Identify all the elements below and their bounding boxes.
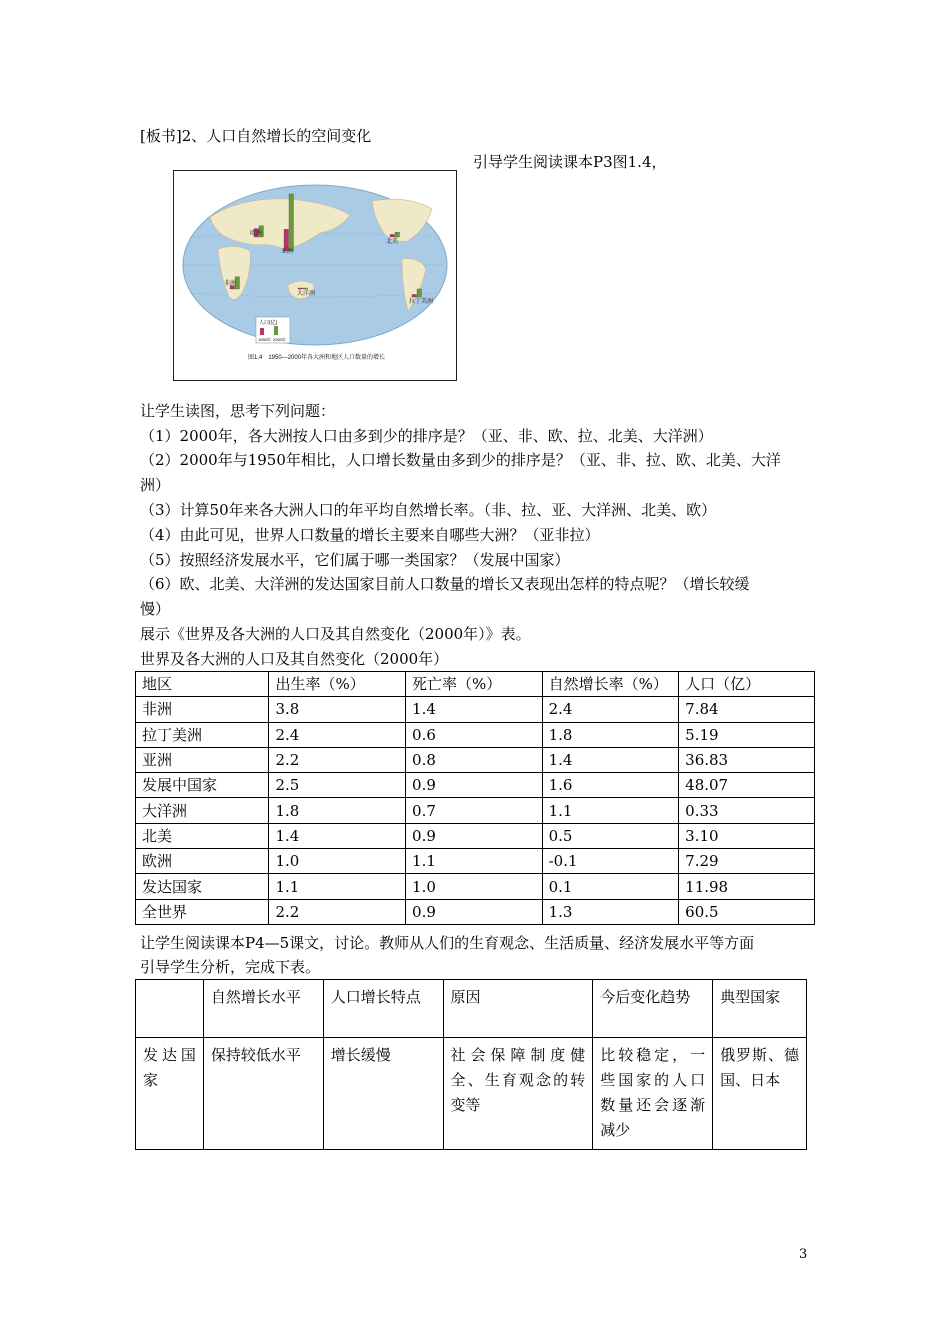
- bar-samerica-2000: [417, 289, 422, 297]
- table-cell: 0.9: [406, 823, 543, 848]
- map-legend: [256, 317, 290, 343]
- table-cell: 2.2: [269, 899, 406, 924]
- table-cell: 北美: [136, 823, 269, 848]
- table-row: [136, 773, 815, 798]
- label-europe: 欧洲: [250, 231, 263, 237]
- legend-2000: 2000年: [273, 337, 286, 342]
- table-cell: 1.6: [542, 773, 679, 798]
- table-cell: 3.10: [679, 823, 815, 848]
- table-cell: 1.4: [406, 697, 543, 722]
- table-row: [136, 874, 815, 899]
- label-south-america: 拉丁美洲: [409, 299, 434, 305]
- question-3: （3）计算50年来各大洲人口的年平均自然增长率。（非、拉、亚、大洋洲、北美、欧）: [140, 501, 717, 519]
- table-cell: 3.8: [269, 697, 406, 722]
- table2-header-2: 人口增长特点: [323, 980, 443, 1038]
- table-cell: 拉丁美洲: [136, 722, 269, 747]
- table2-cell-0: 发达国家: [136, 1038, 204, 1150]
- question-1: （1）2000年，各大洲按人口由多到少的排序是？（亚、非、欧、拉、北美、大洋洲）: [140, 427, 713, 445]
- table-cell: 60.5: [679, 899, 815, 924]
- section-heading: [板书]2、人口自然增长的空间变化: [140, 127, 372, 145]
- legend-title: 人口(亿): [259, 320, 278, 326]
- table-cell: 非洲: [136, 697, 269, 722]
- page-number: 3: [799, 1247, 808, 1262]
- table-cell: 2.5: [269, 773, 406, 798]
- question-4: （4）由此可见，世界人口数量的增长主要来自哪些大洲？（亚非拉）: [140, 526, 600, 544]
- table2-header-1: 自然增长水平: [203, 980, 323, 1038]
- question-6a: （6）欧、北美、大洋洲的发达国家目前人口数量的增长又表现出怎样的特点呢？（增长较缓: [140, 575, 750, 593]
- table2-header-3: 原因: [443, 980, 593, 1038]
- table-cell: 0.5: [542, 823, 679, 848]
- table-cell: 1.4: [269, 823, 406, 848]
- table-cell: 1.4: [542, 747, 679, 772]
- bar-oceania-2000: [303, 288, 308, 289]
- table2-cell-3: 社会保障制度健全、生育观念的转变等: [443, 1038, 593, 1150]
- table-title: 世界及各大洲的人口及其自然变化（2000年）: [140, 650, 449, 668]
- table2-cell-1: 保持较低水平: [203, 1038, 323, 1150]
- discussion-line-1: 让学生阅读课本P4—5课文，讨论。教师从人们的生育观念、生活质量、经济发展水平等方面: [140, 934, 755, 952]
- table-cell: 全世界: [136, 899, 269, 924]
- label-north-america: 北美: [386, 239, 399, 245]
- bar-oceania-1950: [298, 288, 303, 289]
- table-cell: 7.84: [679, 697, 815, 722]
- bar-samerica-1950: [412, 294, 417, 297]
- table-row: [136, 823, 815, 848]
- map-caption: 图1.4 1950—2000年各大洲和地区人口数量的增长: [248, 355, 386, 361]
- question-6b: 慢）: [140, 600, 171, 618]
- table2-cell-4: 比较稳定，一些国家的人口数量还会逐渐减少: [593, 1038, 713, 1150]
- table-row: [136, 798, 815, 823]
- show-table-text: 展示《世界及各大洲的人口及其自然变化（2000年）》表。: [140, 625, 531, 643]
- legend-1950: 1950年: [258, 337, 271, 342]
- table-cell: 发达国家: [136, 874, 269, 899]
- table-cell: 0.1: [542, 874, 679, 899]
- table-cell: 1.1: [269, 874, 406, 899]
- bar-asia-2000: [289, 194, 294, 251]
- table-cell: 1.0: [269, 849, 406, 874]
- table-cell: 0.33: [679, 798, 815, 823]
- bar-namerica-2000: [395, 232, 400, 237]
- guide-text: 引导学生阅读课本P3图1.4，: [473, 153, 667, 171]
- table-row: [136, 697, 815, 722]
- map-figure: [173, 170, 457, 381]
- question-2a: （2）2000年与1950年相比，人口增长数量由多到少的排序是？（亚、非、拉、欧、北美、大洋: [140, 451, 781, 469]
- table2-header-5: 典型国家: [713, 980, 807, 1038]
- legend-swatch-2000: [274, 326, 278, 335]
- table-cell: 0.9: [406, 773, 543, 798]
- table-header-cell: 地区: [136, 672, 269, 697]
- table-header-cell: 人口（亿）: [679, 672, 815, 697]
- legend-swatch-1950: [260, 328, 264, 335]
- table-cell: 48.07: [679, 773, 815, 798]
- question-2b: 洲）: [140, 476, 171, 494]
- table-cell: 1.3: [542, 899, 679, 924]
- table-cell: 2.4: [269, 722, 406, 747]
- table2-cell-5: 俄罗斯、德国、日本: [713, 1038, 807, 1150]
- bar-namerica-1950: [390, 234, 395, 237]
- developed-countries-table: [135, 979, 807, 1150]
- table-header-cell: 出生率（%）: [269, 672, 406, 697]
- table-cell: 0.6: [406, 722, 543, 747]
- table-cell: 1.1: [406, 849, 543, 874]
- label-asia: 亚洲: [281, 249, 294, 255]
- table-cell: 1.8: [542, 722, 679, 747]
- table-row: [136, 747, 815, 772]
- table2-cell-2: 增长缓慢: [323, 1038, 443, 1150]
- table-cell: 欧洲: [136, 849, 269, 874]
- table-cell: 0.7: [406, 798, 543, 823]
- bar-asia-1950: [284, 229, 289, 251]
- table-row: [136, 899, 815, 924]
- table-cell: 0.8: [406, 747, 543, 772]
- table-cell: 2.4: [542, 697, 679, 722]
- table-row: [136, 849, 815, 874]
- label-oceania: 大洋洲: [297, 291, 316, 297]
- table-header-row: [136, 672, 815, 697]
- table-cell: 亚洲: [136, 747, 269, 772]
- table2-header-4: 今后变化趋势: [593, 980, 713, 1038]
- question-5: （5）按照经济发展水平，它们属于哪一类国家？（发展中国家）: [140, 551, 570, 569]
- world-population-map: [180, 177, 450, 375]
- table-header-cell: 死亡率（%）: [406, 672, 543, 697]
- table-cell: 1.8: [269, 798, 406, 823]
- table-cell: 大洋洲: [136, 798, 269, 823]
- label-africa: 非洲: [224, 281, 237, 287]
- table-cell: 发展中国家: [136, 773, 269, 798]
- table-cell: -0.1: [542, 849, 679, 874]
- table-cell: 5.19: [679, 722, 815, 747]
- table2-header-0: [136, 980, 204, 1038]
- table-cell: 0.9: [406, 899, 543, 924]
- discussion-line-2: 引导学生分析，完成下表。: [140, 958, 321, 976]
- table-cell: 2.2: [269, 747, 406, 772]
- table-cell: 7.29: [679, 849, 815, 874]
- table-row: [136, 722, 815, 747]
- table-cell: 1.1: [542, 798, 679, 823]
- population-table: [135, 671, 815, 925]
- table-cell: 36.83: [679, 747, 815, 772]
- table-cell: 1.0: [406, 874, 543, 899]
- table-header-cell: 自然增长率（%）: [542, 672, 679, 697]
- table-cell: 11.98: [679, 874, 815, 899]
- question-intro: 让学生读图，思考下列问题：: [140, 402, 336, 420]
